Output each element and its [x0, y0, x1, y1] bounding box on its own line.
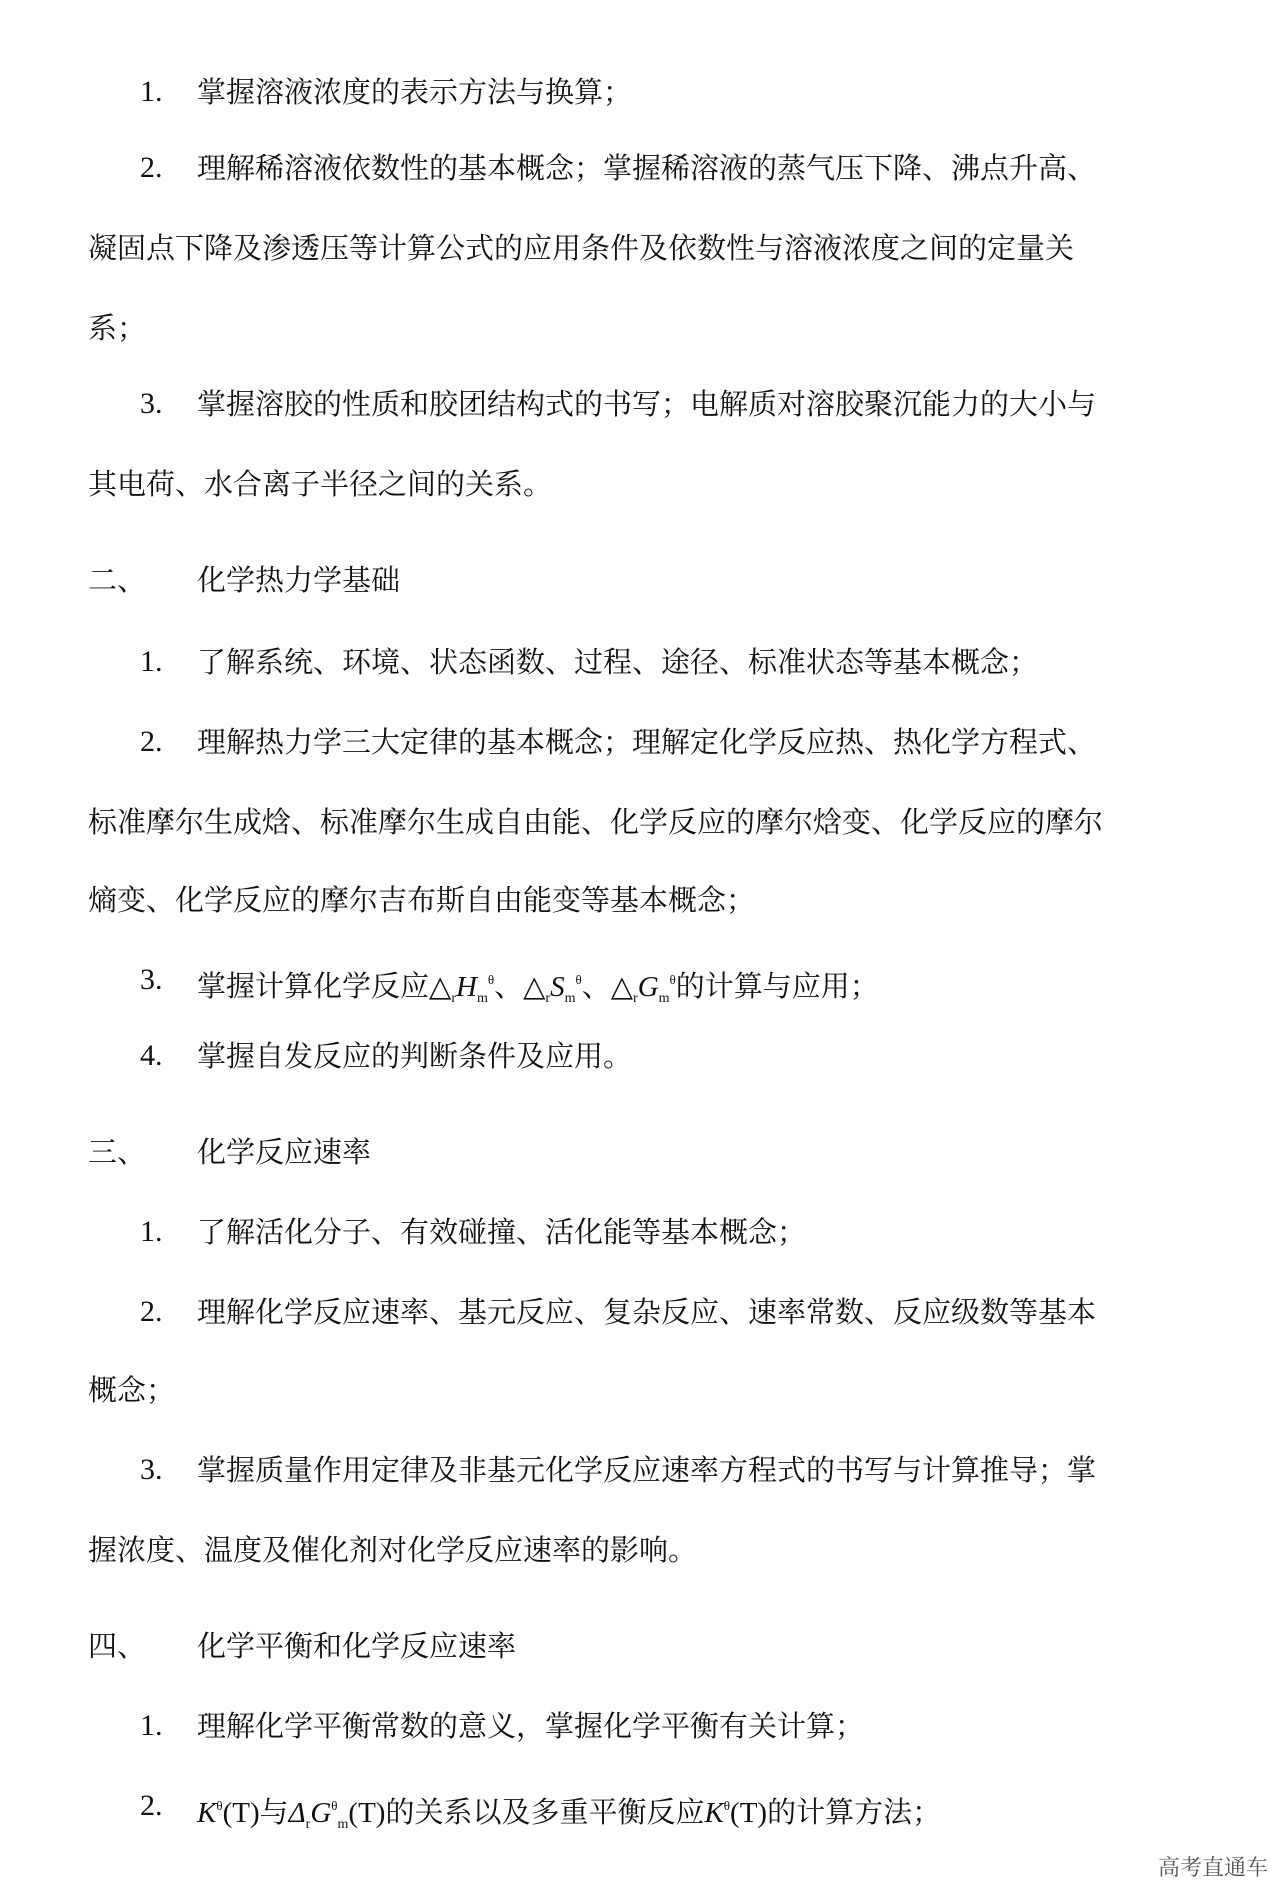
- formula-suffix: 的计算方法；: [767, 1795, 942, 1829]
- subscript-r: r: [305, 1817, 311, 1832]
- item-text: 系；: [88, 311, 147, 345]
- delta-symbol: △: [610, 969, 634, 1003]
- equilibrium-constant-symbol: K: [704, 1797, 724, 1829]
- delta-symbol: △: [523, 969, 546, 1003]
- item-text: 理解稀溶液依数性的基本概念；掌握稀溶液的蒸气压下降、沸点升高、: [197, 151, 1097, 185]
- connector-text: 的关系以及多重平衡反应: [385, 1795, 705, 1829]
- item-text: 理解热力学三大定律的基本概念；理解定化学反应热、热化学方程式、: [197, 725, 1097, 759]
- item-text: 掌握溶胶的性质和胶团结构式的书写；电解质对溶胶聚沉能力的大小与: [197, 387, 1097, 421]
- enthalpy-symbol: H: [456, 971, 477, 1003]
- separator: 、: [581, 969, 611, 1003]
- item-number: 4.: [140, 1039, 163, 1072]
- item-number: 2.: [140, 1789, 163, 1822]
- item-text: 熵变、化学反应的摩尔吉布斯自由能变等基本概念；: [88, 883, 756, 917]
- subscript-r: r: [633, 991, 638, 1006]
- item-text: 掌握自发反应的判断条件及应用。: [197, 1039, 633, 1073]
- item-number: 1.: [140, 75, 163, 108]
- item-text: 凝固点下降及渗透压等计算公式的应用条件及依数性与溶液浓度之间的定量关: [88, 231, 1075, 265]
- subscript-m: m: [564, 991, 576, 1006]
- superscript-theta: θ: [669, 972, 676, 987]
- superscript-theta: θ: [216, 1798, 223, 1813]
- formula-prefix: 掌握计算化学反应: [197, 969, 430, 1003]
- superscript-theta: θ: [723, 1798, 731, 1813]
- section-number: 四、: [88, 1629, 147, 1663]
- subscript-r: r: [545, 991, 551, 1006]
- superscript-theta: θ: [487, 972, 495, 987]
- item-text: 掌握质量作用定律及非基元化学反应速率方程式的书写与计算推导；掌: [197, 1453, 1097, 1487]
- section-number: 二、: [88, 563, 147, 597]
- item-number: 3.: [140, 963, 163, 996]
- temperature-arg: (T): [222, 1797, 260, 1829]
- item-number: 3.: [140, 387, 163, 420]
- item-text: 握浓度、温度及催化剂对化学反应速率的影响。: [88, 1533, 698, 1567]
- item-text: 掌握溶液浓度的表示方法与换算；: [197, 75, 633, 109]
- gibbs-symbol: G: [637, 971, 659, 1003]
- item-text: 理解化学平衡常数的意义，掌握化学平衡有关计算；: [197, 1709, 865, 1743]
- formula-suffix: 的计算与应用；: [675, 969, 879, 1003]
- item-number: 1.: [140, 1709, 163, 1742]
- equilibrium-constant-symbol: K: [197, 1797, 217, 1829]
- subscript-m: m: [476, 991, 488, 1006]
- item-number: 1.: [140, 645, 163, 678]
- item-text-formula: [197, 1786, 941, 1845]
- item-text: 了解活化分子、有效碰撞、活化能等基本概念；: [197, 1215, 807, 1249]
- superscript-theta: θ: [331, 1798, 338, 1813]
- superscript-theta: θ: [575, 972, 582, 987]
- subscript-m: m: [658, 991, 670, 1006]
- section-title: 化学反应速率: [197, 1135, 372, 1169]
- item-text: 标准摩尔生成焓、标准摩尔生成自由能、化学反应的摩尔焓变、化学反应的摩尔: [88, 805, 1104, 839]
- section-number: 三、: [88, 1135, 147, 1169]
- subscript-m: m: [337, 1817, 349, 1832]
- entropy-symbol: S: [550, 971, 565, 1003]
- item-text: 其电荷、水合离子半径之间的关系。: [88, 467, 553, 501]
- item-number: 1.: [140, 1215, 163, 1248]
- temperature-arg: (T): [348, 1797, 386, 1829]
- item-number: 3.: [140, 1453, 163, 1486]
- item-text-formula: [197, 960, 879, 1019]
- connector-text: 与: [259, 1795, 289, 1829]
- item-text: 理解化学反应速率、基元反应、复杂反应、速率常数、反应级数等基本: [197, 1295, 1097, 1329]
- item-text: 了解系统、环境、状态函数、过程、途径、标准状态等基本概念；: [197, 645, 1039, 679]
- separator: 、: [494, 969, 524, 1003]
- section-title: 化学平衡和化学反应速率: [197, 1629, 517, 1663]
- temperature-arg: (T): [730, 1797, 768, 1829]
- subscript-r: r: [451, 991, 456, 1006]
- item-number: 2.: [140, 151, 163, 184]
- item-number: 2.: [140, 725, 163, 758]
- item-text: 概念；: [88, 1373, 176, 1407]
- delta-symbol: Δ: [288, 1797, 306, 1829]
- section-title: 化学热力学基础: [197, 563, 401, 597]
- delta-symbol: △: [429, 969, 452, 1003]
- gibbs-symbol: G: [310, 1797, 332, 1829]
- item-number: 2.: [140, 1295, 163, 1328]
- watermark-text: 高考直通车: [1157, 1856, 1268, 1881]
